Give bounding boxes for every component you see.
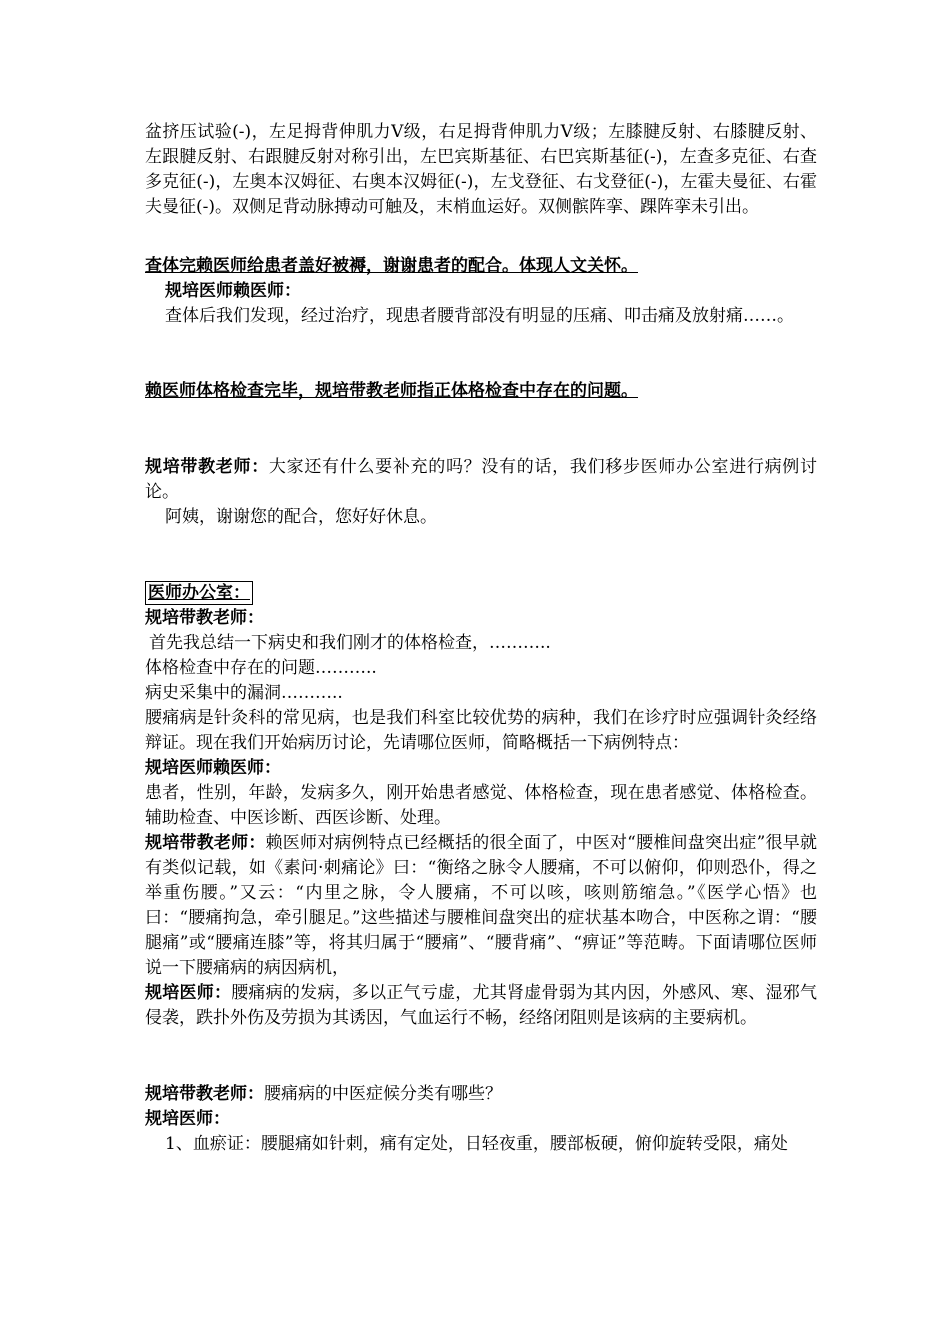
spacer <box>145 530 817 581</box>
blood-stasis-paragraph: 1、血瘀证：腰腿痛如针刺，痛有定处，日轻夜重，腰部板硬，俯仰旋转受限，痛处 <box>165 1134 788 1154</box>
office-heading: 医师办公室： <box>145 581 253 605</box>
case-features-paragraph: 患者，性别，年龄，发病多久，刚开始患者感觉、体格检查，现在患者感觉、体格检查。辅助检查、中医诊断、西医诊断、处理。 <box>145 783 817 828</box>
speaker-resident-2: 规培医师： <box>145 1109 230 1129</box>
etiology-paragraph <box>145 981 817 1031</box>
speaker-resident-lai: 规培医师赖医师： <box>165 281 301 301</box>
humanistic-care-note: 查体完赖医师给患者盖好被褥，谢谢患者的配合。体现人文关怀。 <box>145 256 638 276</box>
tcm-history-paragraph <box>145 831 817 981</box>
spacer <box>145 404 817 455</box>
exam-issues-line: 体格检查中存在的问题……….. <box>145 658 377 678</box>
etiology-text: 腰痛病的发病，多以正气亏虚，尤其肾虚骨弱为其内因，外感风、寒、湿邪气侵袭，跌扑外伤及劳损为其诱因，气血运行不畅，经络闭阻则是该病的主要病机。 <box>145 983 818 1028</box>
speaker-teacher-heading: 规培带教老师： <box>145 608 264 628</box>
speaker-resident-lai-2: 规培医师赖医师： <box>145 758 281 778</box>
teacher-remark-text: 大家还有什么要补充的吗？没有的话，我们移步医师办公室进行病例讨论。 <box>145 457 818 502</box>
document-page <box>145 120 817 1157</box>
exam-findings-paragraph: 盆挤压试验(-)，左足拇背伸肌力Ⅴ级，右足拇背伸肌力Ⅴ级；左膝腱反射、右膝腱反射、左跟腱反射、右跟腱反射对称引出，左巴宾斯基征、右巴宾斯基征(-)，左查多克征、右查多克征(-)，左奥本汉姆征、右奥本汉姆征(-)，左戈登征、右戈登征(-)，左霍夫曼征、右霍夫曼征(-)。双侧足背动脉搏动可触及，末梢血运好。双侧髌阵挛、踝阵挛未引出。 <box>145 122 817 217</box>
spacer <box>145 220 817 254</box>
speaker-teacher-2: 规培带教老师： <box>145 833 266 853</box>
thanks-patient-line: 阿姨，谢谢您的配合，您好好休息。 <box>165 507 437 527</box>
exam-summary-paragraph: 查体后我们发现，经过治疗，现患者腰背部没有明显的压痛、叩击痛及放射痛……。 <box>165 306 794 326</box>
spacer <box>145 1031 817 1082</box>
tcm-history-text: 赖医师对病例特点已经概括的很全面了，中医对“腰椎间盘突出症”很早就有类似记载，如《素问·刺痛论》曰：“衡络之脉令人腰痛，不可以俯仰，仰则恐仆，得之举重伤腰。”又云：“内里之脉，令人腰痛，不可以咳，咳则筋缩急。”《医学心悟》也曰：“腰痛拘急，牵引腿足。”这些描述与腰椎间盘突出的症状基本吻合，中医称之谓：“腰腿痛”或“腰痛连膝”等，将其归属于“腰痛”、“腰背痛”、“痹证”等范畴。下面请哪位医师说一下腰痛病的病因病机， <box>145 833 817 978</box>
syndrome-question-text: 腰痛病的中医症候分类有哪些？ <box>264 1084 502 1104</box>
exam-complete-note: 赖医师体格检查完毕，规培带教老师指正体格检查中存在的问题。 <box>145 381 638 401</box>
speaker-teacher: 规培带教老师： <box>145 457 269 477</box>
summary-line: 首先我总结一下病史和我们刚才的体格检查，……….. <box>149 633 551 653</box>
office-heading-line <box>145 581 817 606</box>
history-gaps-line: 病史采集中的漏洞……….. <box>145 683 343 703</box>
speaker-resident: 规培医师： <box>145 983 232 1003</box>
lumbago-intro-paragraph: 腰痛病是针灸科的常见病，也是我们科室比较优势的病种，我们在诊疗时应强调针灸经络辩证。现在我们开始病历讨论，先请哪位医师，简略概括一下病例特点： <box>145 708 817 753</box>
teacher-remark-paragraph <box>145 455 817 505</box>
syndrome-question-paragraph <box>145 1082 817 1107</box>
speaker-teacher-3: 规培带教老师： <box>145 1084 264 1104</box>
spacer <box>145 329 817 379</box>
